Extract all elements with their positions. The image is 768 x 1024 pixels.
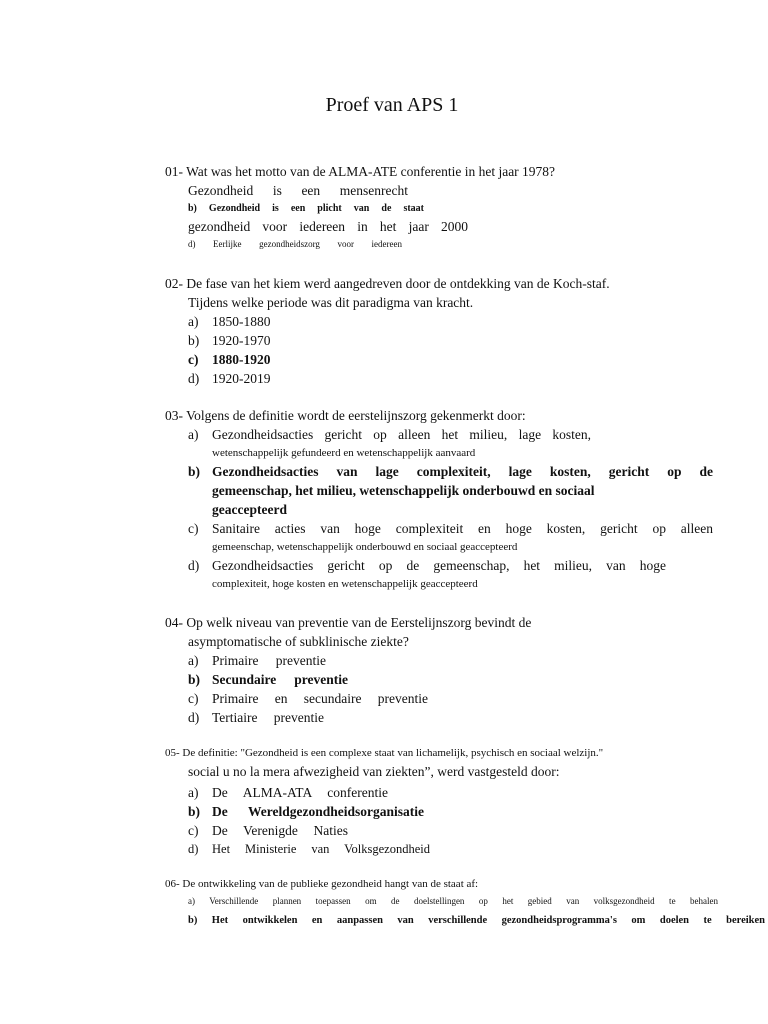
question-2-option-d: d) 1920-2019 <box>188 371 271 386</box>
question-2-text: 02- De fase van het kiem werd aangedreven door de ontdekking van de Koch-staf. Tijdens welke periode was dit paradigma van kracht. <box>165 276 610 310</box>
question-6-option-b: b) Het ontwikkelen en aanpassen van verschillende gezondheidsprogramma's om doelen te bereiken <box>188 915 765 926</box>
question-5 <box>165 745 713 859</box>
question-4-option-a: a) Primaire preventie <box>188 653 326 668</box>
question-4-text: 04- Op welk niveau van preventie van de Eerstelijnszorg bevindt de asymptomatische of subklinische ziekte? <box>165 615 532 649</box>
question-2-option-c: c) 1880-1920 <box>188 352 271 367</box>
question-5-option-a: a) De ALMA-ATA conferentie <box>188 785 388 800</box>
question-2 <box>165 274 713 388</box>
question-1-option-c: gezondheid voor iedereen in het jaar 2000 <box>188 219 468 234</box>
question-3-option-d: d) Gezondheidsacties gericht op de gemeenschap, het milieu, van hoge complexiteit, hoge kosten en wetenschappelijk geaccepteerd <box>188 558 666 590</box>
document-title: Proef van APS 1 <box>325 94 459 116</box>
question-3-option-b: b) Gezondheidsacties van lage complexiteit, lage kosten, gericht op de gemeenschap, het milieu, wetenschappelijk onderbouwd en sociaal geaccepteerd <box>188 464 713 517</box>
question-1-text: 01- Wat was het motto van de ALMA-ATE conferentie in het jaar 1978? <box>165 164 556 179</box>
question-3 <box>165 406 713 593</box>
question-4-option-c: c) Primaire en secundaire preventie <box>188 691 428 706</box>
question-1-option-a: Gezondheid is een mensenrecht <box>188 183 408 198</box>
question-3-option-c: c) Sanitaire acties van hoge complexiteit en hoge kosten, gericht op alleen gemeenschap, wetenschappelijk onderbouwd en sociaal geaccepteerd <box>188 521 713 553</box>
question-1-option-d: d) Eerlijke gezondheidszorg voor iedereen <box>188 239 402 249</box>
question-4-option-b: b) Secundaire preventie <box>188 672 348 687</box>
question-3-option-a: a) Gezondheidsacties gericht op alleen het milieu, lage kosten, wetenschappelijk gefundeerd en wetenschappelijk aanvaard <box>188 427 591 459</box>
question-5-option-c: c) De Verenigde Naties <box>188 823 348 838</box>
question-5-option-b: b) De Wereldgezondheidsorganisatie <box>188 804 424 819</box>
question-2-option-b: b) 1920-1970 <box>188 333 271 348</box>
question-4 <box>165 613 713 727</box>
question-6-option-a: a) Verschillende plannen toepassen om de doelstellingen op het gebied van volksgezondheid te behalen <box>188 896 718 906</box>
question-5-text-cont: social u no la mera afwezigheid van ziekten”, werd vastgesteld door: <box>188 764 560 779</box>
question-1-option-b: b) Gezondheid is een plicht van de staat <box>188 203 424 214</box>
question-4-option-d: d) Tertiaire preventie <box>188 710 324 725</box>
question-1 <box>165 162 713 252</box>
question-5-text: 05- De definitie: "Gezondheid is een complexe staat van lichamelijk, psychisch en sociaal welzijn." <box>165 747 604 759</box>
question-5-option-d: d) Het Ministerie van Volksgezondheid <box>188 842 430 856</box>
question-6 <box>165 877 765 932</box>
question-3-text: 03- Volgens de definitie wordt de eerstelijnszorg gekenmerkt door: <box>165 408 526 423</box>
question-2-option-a: a) 1850-1880 <box>188 314 271 329</box>
question-6-text: 06- De ontwikkeling van de publieke gezondheid hangt van de staat af: <box>165 878 479 890</box>
